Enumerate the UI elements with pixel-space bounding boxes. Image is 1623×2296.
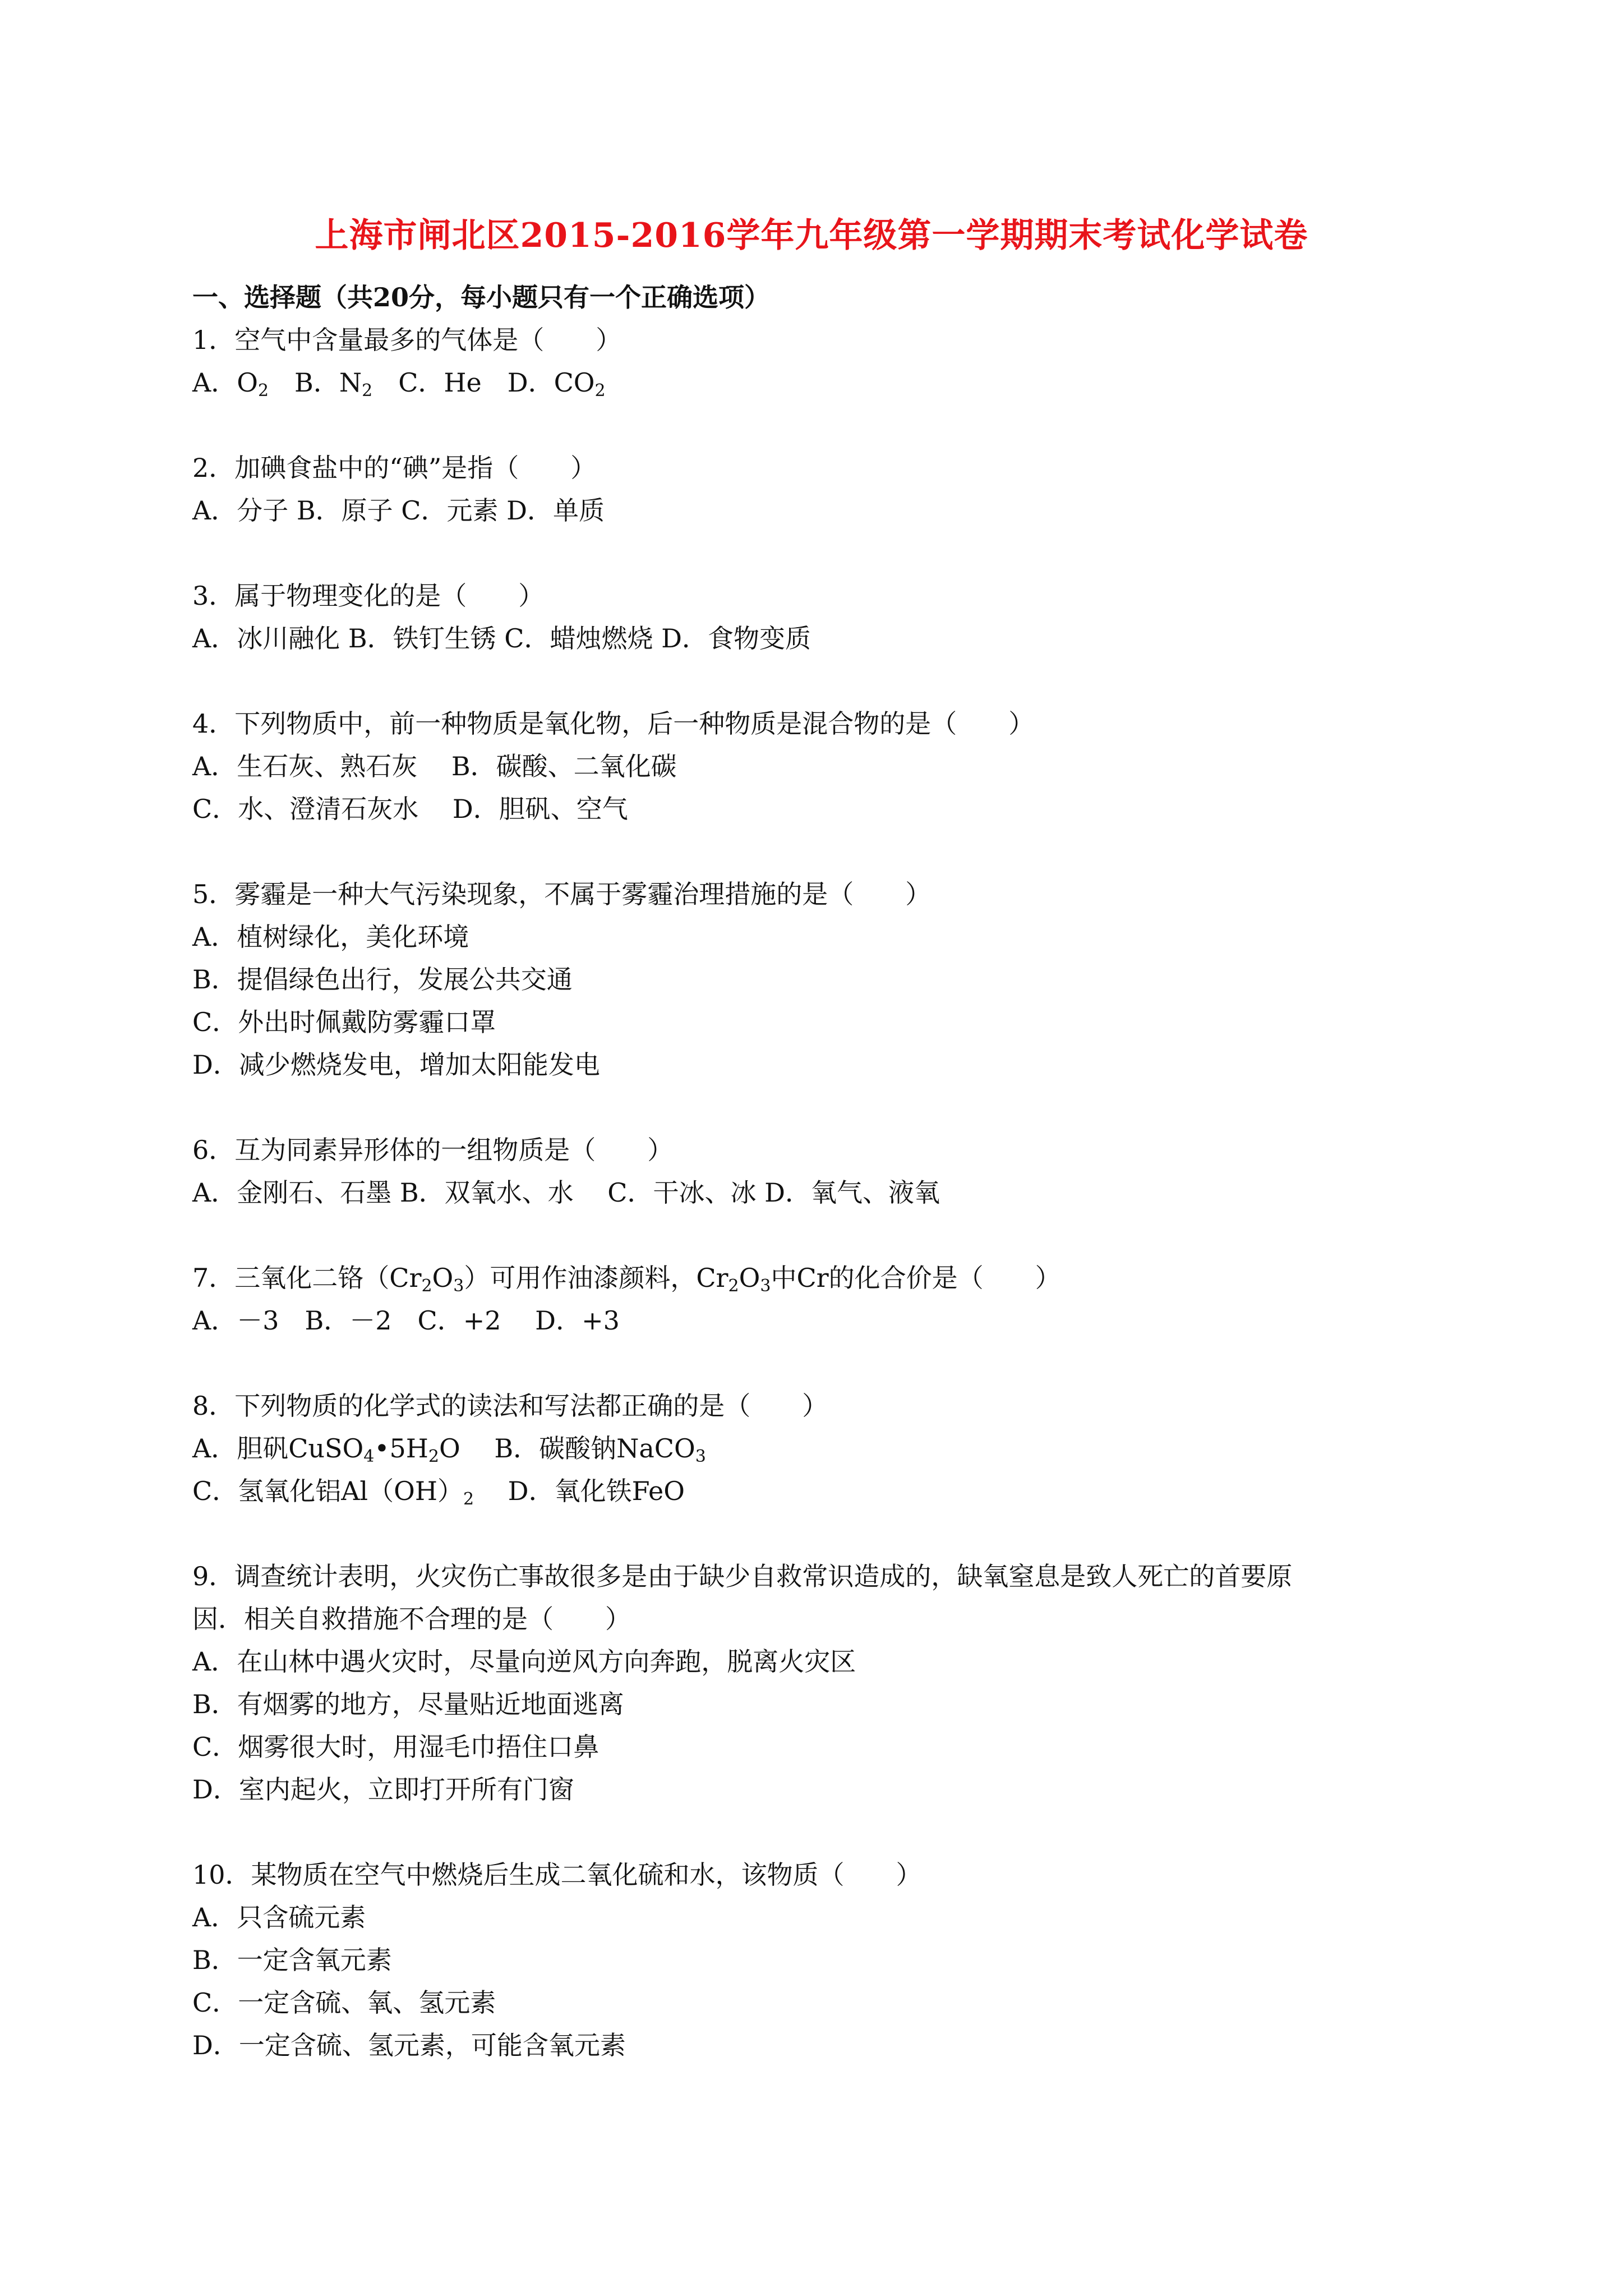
question-10 bbox=[192, 1853, 1482, 2067]
question-3 bbox=[192, 574, 1482, 660]
option-b: B．$N_2$ bbox=[294, 367, 373, 401]
option-b: B．提倡绿色出行，发展公共交通 bbox=[192, 964, 573, 995]
question-stem: 10．某物质在空气中燃烧后生成二氧化硫和水，该物质（ ） bbox=[192, 1860, 922, 1890]
question-9 bbox=[192, 1555, 1482, 1811]
question-stem: 2．加碘食盐中的“碘”是指（ ） bbox=[192, 453, 597, 483]
option-a: A．只含硫元素 bbox=[192, 1902, 366, 1932]
question-6 bbox=[192, 1129, 1482, 1214]
option-c: C．He bbox=[398, 367, 482, 398]
option-c: C．外出时佩戴防雾霾口罩 bbox=[192, 1007, 496, 1037]
option-b: B．一定含氧元素 bbox=[192, 1945, 392, 1975]
section-header: 一、选择题（共20分，每小题只有一个正确选项） bbox=[192, 282, 771, 312]
question-stem-continued: 因．相关自救措施不合理的是（ ） bbox=[192, 1604, 631, 1634]
question-options: A．分子 B．原子 C．元素 D．单质 bbox=[192, 495, 605, 526]
exam-content bbox=[192, 276, 1482, 2109]
question-7 bbox=[192, 1257, 1482, 1342]
question-stem: 6．互为同素异形体的一组物质是（ ） bbox=[192, 1135, 674, 1165]
question-options bbox=[192, 361, 1482, 404]
exam-title: 上海市闸北区2015-2016学年九年级第一学期期末考试化学试卷 bbox=[315, 216, 1308, 255]
option-c: C．一定含硫、氧、氢元素 bbox=[192, 1987, 496, 2018]
question-stem: 3．属于物理变化的是（ ） bbox=[192, 581, 545, 611]
question-4 bbox=[192, 702, 1482, 830]
question-options-row: A．胆矾$CuSO_4•5H_2O$ B．碳酸钠NaCO$_3$ bbox=[192, 1433, 706, 1466]
question-stem: 4．下列物质中，前一种物质是氧化物，后一种物质是混合物的是（ ） bbox=[192, 708, 1035, 739]
question-options: A．金刚石、石墨 B．双氧水、水 C．干冰、冰 D．氧气、液氧 bbox=[192, 1177, 940, 1208]
question-8 bbox=[192, 1384, 1482, 1512]
question-stem: 1．空气中含量最多的气体是（ ） bbox=[192, 325, 622, 355]
option-b: B．有烟雾的地方，尽量贴近地面逃离 bbox=[192, 1689, 624, 1719]
option-d: D．$CO_2$ bbox=[507, 367, 606, 401]
question-stem: 5．雾霾是一种大气污染现象，不属于雾霾治理措施的是（ ） bbox=[192, 879, 932, 909]
question-1 bbox=[192, 319, 1482, 404]
question-stem: 8．下列物质的化学式的读法和写法都正确的是（ ） bbox=[192, 1391, 828, 1421]
question-options-row: C．氢氧化铝$Al(OH)_2$ D．氧化铁FeO bbox=[192, 1476, 685, 1509]
option-c: C．烟雾很大时，用湿毛巾捂住口鼻 bbox=[192, 1732, 600, 1762]
option-a: A．$O_2$ bbox=[192, 367, 269, 401]
question-options: A．冰川融化 B．铁钉生锈 C．蜡烛燃烧 D．食物变质 bbox=[192, 623, 811, 654]
question-options-row: A．生石灰、熟石灰 B．碳酸、二氧化碳 bbox=[192, 751, 677, 781]
option-d: D．室内起火，立即打开所有门窗 bbox=[192, 1774, 574, 1805]
question-options: A．－3 B．－2 C．+2 D．+3 bbox=[192, 1305, 620, 1336]
question-2 bbox=[192, 447, 1482, 532]
option-d: D．减少燃烧发电，增加太阳能发电 bbox=[192, 1050, 600, 1080]
question-stem: 7．三氧化二铬$(Cr_2O_3)$可用作油漆颜料，$Cr_2O_3$中Cr的化合价是（ ） bbox=[192, 1263, 1061, 1296]
option-d: D．一定含硫、氢元素，可能含氧元素 bbox=[192, 2030, 626, 2060]
option-a: A．在山林中遇火灾时，尽量向逆风方向奔跑，脱离火灾区 bbox=[192, 1646, 856, 1677]
question-stem: 9．调查统计表明，火灾伤亡事故很多是由于缺少自救常识造成的，缺氧窒息是致人死亡的首要原 bbox=[192, 1561, 1293, 1591]
option-a: A．植树绿化，美化环境 bbox=[192, 922, 469, 952]
question-options-row: C．水、澄清石灰水 D．胆矾、空气 bbox=[192, 794, 628, 824]
question-5 bbox=[192, 873, 1482, 1086]
